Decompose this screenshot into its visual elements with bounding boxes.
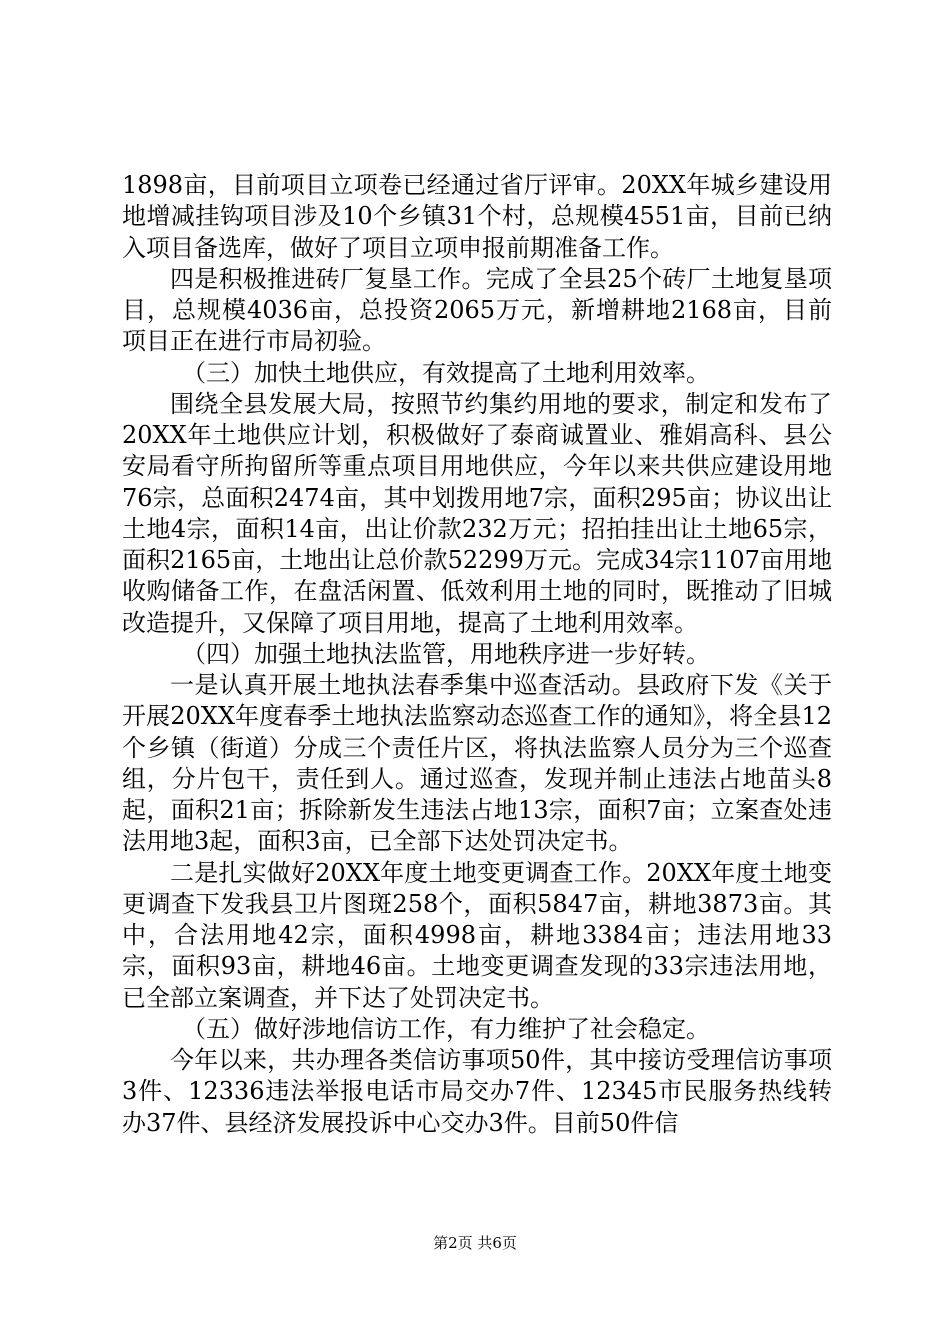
body-paragraph: 1898亩，目前项目立项卷已经通过省厅评审。20XX年城乡建设用地增减挂钩项目涉及10个乡镇31个村，总规模4551亩，目前已纳入项目备选库，做好了项目立项申报前期准备工作。 [122,171,832,262]
section-heading: （五）做好涉地信访工作，有力维护了社会稳定。 [182,1014,710,1043]
body-paragraph: 一是认真开展土地执法春季集中巡查活动。县政府下发《关于开展20XX年度春季土地执法监察动态巡查工作的通知》，将全县12个乡镇（街道）分成三个责任片区，将执法监察人员分为三个巡查组，分片包干，责任到人。通过巡查，发现并制止违法占地苗头8起，面积21亩；拆除新发生违法占地13宗，面积7亩；立案查处违法用地3起，面积3亩，已全部下达处罚决定书。 [122,671,832,856]
body-paragraph: 四是积极推进砖厂复垦工作。完成了全县25个砖厂土地复垦项目，总规模4036亩，总投资2065万元，新增耕地2168亩，目前项目正在进行市局初验。 [122,264,832,356]
body-paragraph: 今年以来，共办理各类信访事项50件，其中接访受理信访事项3件、12336违法举报电话市局交办7件、12345市民服务热线转办37件、县经济发展投诉中心交办3件。目前50件信 [122,1046,832,1137]
body-paragraph: 围绕全县发展大局，按照节约集约用地的要求，制定和发布了20XX年土地供应计划，积极做好了泰商诚置业、雅娟高科、县公安局看守所拘留所等重点项目用地供应，今年以来共供应建设用地76宗，总面积2474亩，其中划拨用地7宗，面积295亩；协议出让土地4宗，面积14亩，出让价款232万元；招拍挂出让土地65宗，面积2165亩，土地出让总价款52299万元。完成34宗1107亩用地收购储备工作，在盘活闲置、低效利用土地的同时，既推动了旧城改造提升，又保障了项目用地，提高了土地利用效率。 [122,389,832,637]
body-paragraph: 二是扎实做好20XX年度土地变更调查工作。20XX年度土地变更调查下发我县卫片图斑258个，面积5847亩，耕地3873亩。其中，合法用地42宗，面积4998亩，耕地3384亩；违法用地33宗，面积93亩，耕地46亩。土地变更调查发现的33宗违法用地，已全部立案调查，并下达了处罚决定书。 [122,858,832,1012]
section-heading: （三）加快土地供应，有效提高了土地利用效率。 [182,358,710,387]
page-footer: 第2页 共6页 [433,1234,517,1252]
section-heading: （四）加强土地执法监管，用地秩序进一步好转。 [182,639,710,668]
document-body [122,170,832,1139]
